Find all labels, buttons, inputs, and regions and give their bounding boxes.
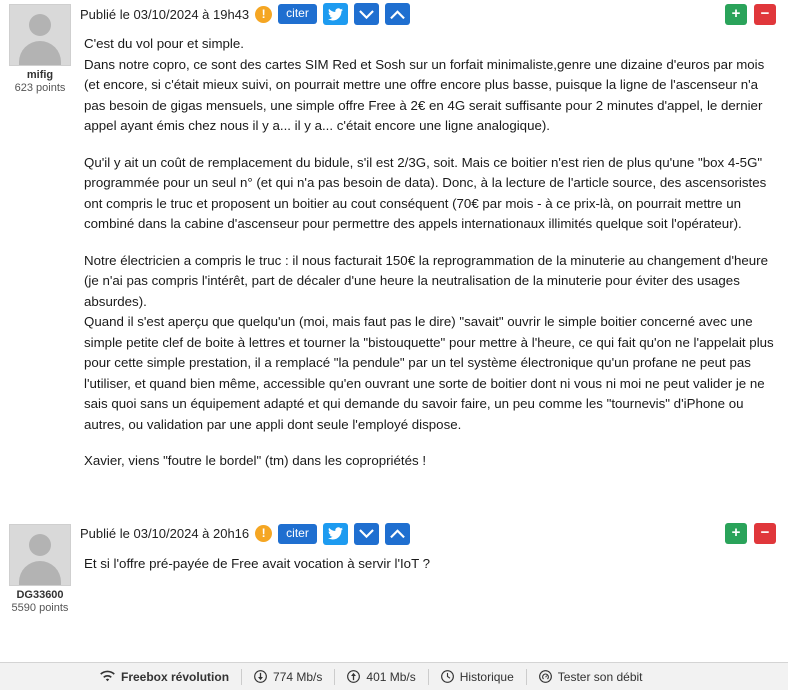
post-header [80, 0, 780, 28]
twitter-share-icon[interactable] [323, 523, 348, 545]
report-warning-icon[interactable]: ! [255, 6, 272, 23]
post-paragraph: Et si l'offre pré-payée de Free avait vocation à servir l'IoT ? [84, 555, 431, 571]
avatar-head-icon [29, 14, 51, 36]
vote-down-button[interactable]: − [754, 4, 776, 25]
post-body [80, 28, 780, 472]
vote-up-button[interactable]: + [725, 4, 747, 25]
post-author-block [0, 0, 80, 95]
statusbar-connection-label: Freebox révolution [121, 669, 230, 684]
post-content-block [80, 0, 788, 472]
statusbar-connection[interactable] [88, 663, 241, 690]
wifi-icon [100, 670, 115, 683]
author-name[interactable]: DG33600 [16, 588, 64, 601]
author-points: 623 points [14, 82, 66, 94]
post-paragraph: Dans notre copro, ce sont des cartes SIM Red et Sosh sur un forfait minimaliste,genre une dizaine d'euros par mois (et encore, si c'était mieux suivi, on pourrait mettre une offre encore plus basse, puisque la ligne de l'ascenseur n'a pas besoin de gigas mensuels, une simple offre Free à 2€ en 4G serait suffisante pour 2 minutes d'appel, le dernier appel ayant émis chez nous il y a... il y a... c'était encore une ligne analogique). [84, 56, 765, 133]
chevron-down-icon[interactable] [354, 523, 379, 545]
post-paragraph: Xavier, viens "foutre le bordel" (tm) dans les copropriétés ! [84, 453, 427, 468]
statusbar-history[interactable] [429, 663, 526, 690]
statusbar-download [242, 663, 334, 690]
post-author-block [0, 520, 80, 615]
vote-up-button[interactable]: + [725, 523, 747, 544]
statusbar-history-label: Historique [459, 669, 514, 684]
author-points: 5590 points [11, 601, 69, 614]
statusbar-upload [335, 663, 427, 690]
avatar-body-icon [19, 561, 61, 586]
post-paragraph: Notre électricien a compris le truc : il nous facturait 150€ la reprogrammation de la minuterie au changement d'heure (je n'ai pas compris l'intérêt, part de décaler d'une heure la neutralisation de la minuterie pour éviter des usages absurdes). [84, 252, 768, 309]
chevron-up-icon[interactable] [385, 3, 410, 25]
post-header [80, 520, 780, 548]
vote-controls [725, 4, 776, 25]
post-date: Publié le 03/10/2024 à 19h43 [80, 6, 250, 22]
statusbar-download-label: 774 Mb/s [273, 669, 323, 684]
connection-statusbar [0, 662, 788, 690]
post-separator [0, 472, 788, 520]
post-paragraph: Quand il s'est aperçu que quelqu'un (moi, mais faut pas le dire) "savait" ouvrir le simple boitier concerné avec une simple petite clef de boite à lettres et tourner la "bistouquette" pour mettre à l'heure, ce qui fait qu'on ne l'appelait plus pour cette simple prestation, il a remplacé "la pendule" par un tel système électronique qu'un profane ne peut pas l'utiliser, et quand bien même, accessible qu'en ouvrant une sorte de boitier dont ni vous ni moi ne peut valider je ne sais quoi sans un équipement adapté et qui demande du savoir faire, un peu comme les "tournevis" d'iPhone ou autres, ou validation par une appli dont seule l'employé dispose. [84, 314, 774, 432]
quote-button[interactable]: citer [278, 524, 317, 544]
report-warning-icon[interactable]: ! [255, 525, 272, 542]
statusbar-speedtest[interactable] [527, 663, 655, 690]
statusbar-speedtest-label: Tester son débit [557, 669, 643, 684]
post-content-block [80, 520, 788, 575]
upload-icon [347, 670, 360, 683]
chevron-down-icon[interactable] [354, 3, 379, 25]
clock-icon [441, 670, 454, 683]
avatar[interactable] [9, 524, 71, 586]
avatar[interactable] [9, 4, 71, 66]
quote-button[interactable]: citer [278, 4, 317, 24]
chevron-up-icon[interactable] [385, 523, 410, 545]
post-body [80, 548, 780, 575]
statusbar-upload-label: 401 Mb/s [366, 669, 416, 684]
post-paragraph: C'est du vol pour et simple. [84, 36, 244, 51]
twitter-share-icon[interactable] [323, 3, 348, 25]
forum-post [0, 520, 788, 615]
author-name[interactable]: mifig [26, 69, 54, 81]
download-icon [254, 670, 267, 683]
vote-down-button[interactable]: − [754, 523, 776, 544]
vote-controls [725, 523, 776, 544]
post-date: Publié le 03/10/2024 à 20h16 [80, 526, 250, 541]
avatar-head-icon [29, 534, 51, 556]
avatar-body-icon [19, 41, 61, 66]
post-paragraph: Qu'il y ait un coût de remplacement du bidule, s'il est 2/3G, soit. Mais ce boitier n'est rien de plus qu'une "box 4-5G" programmée pour un seul n° (et qui n'a pas besoin de data). Donc, à la lecture de l'article source, des ascensoristes ont compris le truc et proposent un boitier au cout conséquent (70€ par mois - à ce prix-là, on pourrait mettre un combiné dans la cabine d'ascenseur pour permettre des appels internationaux illimités quelque soit l'opérateur). [84, 154, 767, 231]
gauge-icon [539, 670, 552, 683]
